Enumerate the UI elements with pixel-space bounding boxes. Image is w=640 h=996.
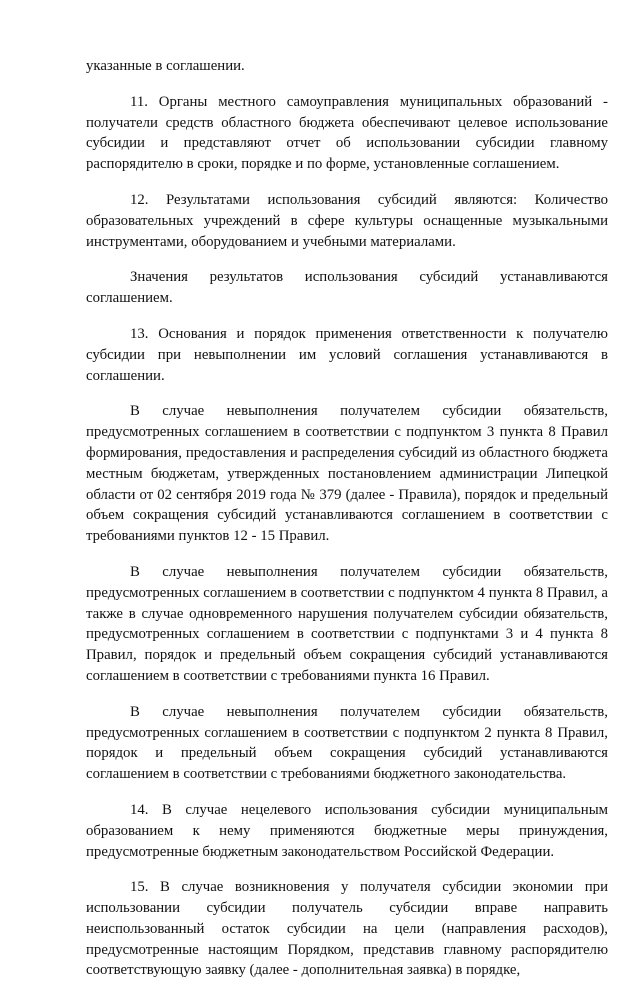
paragraph-15: 15. В случае возникновения у получателя субсидии экономии при использовании субсидии получатель субсидии вправе направить неиспользованный остаток субсидии на цели (направления расходов), предусмотренные настоящим Порядком, представив главному распорядителю соответствующую заявку (далее - дополнительная заявка) в порядке, — [86, 879, 608, 979]
paragraph-13-case-2: В случае невыполнения получателем субсидии обязательств, предусмотренных соглашением в соответствии с подпунктом 4 пункта 8 Правил, а также в случае одновременного нарушения получателем субсидии обязательств, предусмотренных соглашением в соответствии с подпунктами 3 и 4 пункта 8 Правил, порядок и предельный объем сокращения субсидий устанавливаются соглашением в соответствии с требованиями пункта 16 Правил. — [86, 563, 608, 684]
paragraph-13: 13. Основания и порядок применения ответственности к получателю субсидии при невыполнении им условий соглашения устанавливаются в соглашении. — [86, 325, 608, 384]
paragraph-results-values: Значения результатов использования субсидий устанавливаются соглашением. — [86, 269, 608, 307]
document-body — [86, 56, 608, 996]
paragraph-14: 14. В случае нецелевого использования субсидии муниципальным образованием к нему применяются бюджетные меры принуждения, предусмотренные бюджетным законодательством Российской Федерации. — [86, 801, 608, 860]
paragraph-continuation: указанные в соглашении. — [86, 58, 245, 74]
paragraph-13-case-3: В случае невыполнения получателем субсидии обязательств, предусмотренных соглашением в соответствии с подпунктом 2 пункта 8 Правил, порядок и предельный объем сокращения субсидий устанавливаются соглашением в соответствии с требованиями бюджетного законодательства. — [86, 703, 608, 783]
paragraph-11: 11. Органы местного самоуправления муниципальных образований - получатели средств областного бюджета обеспечивают целевое использование субсидии и представляют отчет об использовании субсидии главному распорядителю в сроки, порядке и по форме, установленные соглашением. — [86, 93, 608, 173]
paragraph-12: 12. Результатами использования субсидий являются: Количество образовательных учреждений в сфере культуры оснащенные музыкальными инструментами, оборудованием и учебными материалами. — [86, 191, 608, 250]
paragraph-13-case-1: В случае невыполнения получателем субсидии обязательств, предусмотренных соглашением в соответствии с подпунктом 3 пункта 8 Правил формирования, предоставления и распределения субсидий из областного бюджета местным бюджетам, утвержденных постановлением администрации Липецкой области от 02 сентября 2019 года № 379 (далее - Правила), порядок и предельный объем сокращения субсидий устанавливаются соглашением в соответствии с требованиями пунктов 12 - 15 Правил. — [86, 403, 608, 545]
